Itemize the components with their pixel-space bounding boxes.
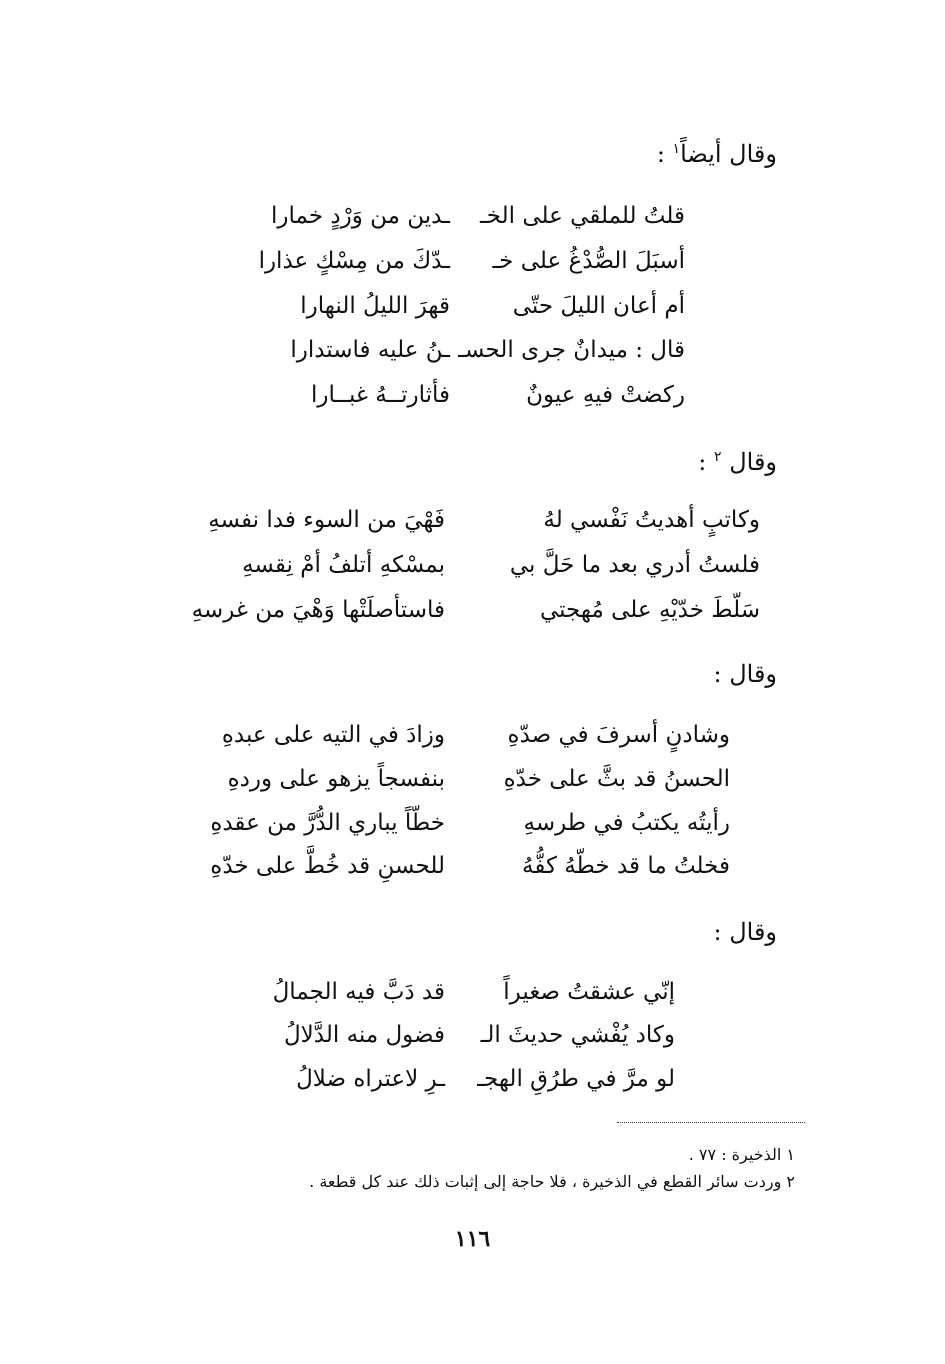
- first-hemistich: لو مرَّ في طرُقِ الهجـ: [477, 1066, 675, 1092]
- verse-line: [250, 333, 685, 367]
- footnote-marker: ١: [672, 141, 681, 157]
- second-hemistich: فأثارتــهُ غبــارا: [311, 382, 450, 408]
- verse-line: [250, 199, 685, 233]
- poem-intro-2: [698, 448, 777, 476]
- second-hemistich: ـدين من وَرْدٍ خمارا: [271, 203, 450, 229]
- first-hemistich: قال : ميدانٌ جرى الحسـ: [458, 337, 685, 363]
- verse-line: [170, 593, 760, 627]
- second-hemistich: قد دَبَّ فيه الجمالُ: [272, 979, 445, 1005]
- first-hemistich: فلستُ أدري بعد ما حَلَّ بي: [509, 552, 760, 578]
- verse-line: [195, 849, 730, 883]
- second-hemistich: فضول منه الدَّلالُ: [283, 1022, 445, 1048]
- verse-line: [195, 762, 730, 796]
- second-hemistich: فَهْيَ من السوء فدا نفسهِ: [208, 507, 445, 533]
- poem-intro-3: [713, 660, 777, 688]
- second-hemistich: ـنُ عليه فاستدارا: [290, 337, 450, 363]
- page-number: ١١٦: [454, 1226, 491, 1252]
- second-hemistich: وزادَ في التيه على عبدهِ: [221, 722, 445, 748]
- footnote-marker: ٢: [714, 449, 722, 465]
- first-hemistich: رأيتُه يكتبُ في طرسهِ: [523, 810, 730, 836]
- second-hemistich: للحسنِ قد خُطَّ على خدّهِ: [210, 853, 445, 879]
- footnote-1: ١ الذخيرة : ٧٧ .: [688, 1145, 795, 1164]
- poem-intro-4: [713, 918, 777, 946]
- intro-text: وقال: [729, 918, 777, 946]
- verse-line: [255, 1062, 675, 1096]
- second-hemistich: قهرَ الليلُ النهارا: [300, 293, 450, 319]
- verse-line: [250, 289, 685, 323]
- footnote-separator: [617, 1122, 805, 1123]
- second-hemistich: بنفسجاً يزهو على وردهِ: [227, 766, 445, 792]
- first-hemistich: الحسنُ قد بثَّ على خدّهِ: [503, 766, 730, 792]
- second-hemistich: ـدّكَ من مِسْكٍ عذارا: [258, 248, 450, 274]
- intro-colon: :: [713, 918, 730, 946]
- intro-text: وقال: [729, 660, 777, 688]
- first-hemistich: إنّي عشقتُ صغيراً: [503, 979, 675, 1005]
- verse-line: [170, 548, 760, 582]
- first-hemistich: وكاتبٍ أهديتُ نَفْسي لهُ: [543, 507, 760, 533]
- first-hemistich: قلتُ للملقي على الخـ: [480, 203, 685, 229]
- second-hemistich: ـرِ لاعتراه ضلالُ: [296, 1066, 445, 1092]
- intro-colon: :: [656, 140, 673, 168]
- first-hemistich: سَلّطَ خدّيْهِ على مُهجتي: [539, 597, 760, 623]
- intro-text: وقال أيضاً: [680, 140, 777, 168]
- verse-line: [250, 378, 685, 412]
- intro-text: وقال: [729, 448, 777, 476]
- first-hemistich: أسبَلَ الصُّدْغُ على خـ: [492, 248, 685, 274]
- intro-colon: :: [713, 660, 730, 688]
- intro-colon: :: [698, 448, 715, 476]
- verse-line: [255, 1018, 675, 1052]
- second-hemistich: بمسْكهِ أتلفُ أمْ نِقسهِ: [242, 552, 445, 578]
- verse-line: [195, 806, 730, 840]
- second-hemistich: فاستأصلَتْها وَهْيَ من غرسهِ: [191, 597, 445, 623]
- first-hemistich: فخلتُ ما قد خطّهُ كفُّهُ: [521, 853, 730, 879]
- poem-intro-1: [657, 140, 777, 168]
- verse-line: [170, 503, 760, 537]
- verse-line: [250, 244, 685, 278]
- first-hemistich: أم أعان الليلَ حتّى: [512, 293, 685, 319]
- second-hemistich: خطّاً يباري الدُّرَّ من عقدهِ: [210, 810, 445, 836]
- footnote-2: ٢ وردت سائر القطع في الذخيرة ، فلا حاجة إلى إثبات ذلك عند كل قطعة .: [309, 1172, 795, 1191]
- verse-line: [255, 975, 675, 1009]
- first-hemistich: وشادنٍ أسرفَ في صدّهِ: [507, 722, 730, 748]
- first-hemistich: ركضتْ فيهِ عيونٌ: [526, 382, 685, 408]
- verse-line: [195, 718, 730, 752]
- first-hemistich: وكاد يُفْشي حديثَ الـ: [480, 1022, 675, 1048]
